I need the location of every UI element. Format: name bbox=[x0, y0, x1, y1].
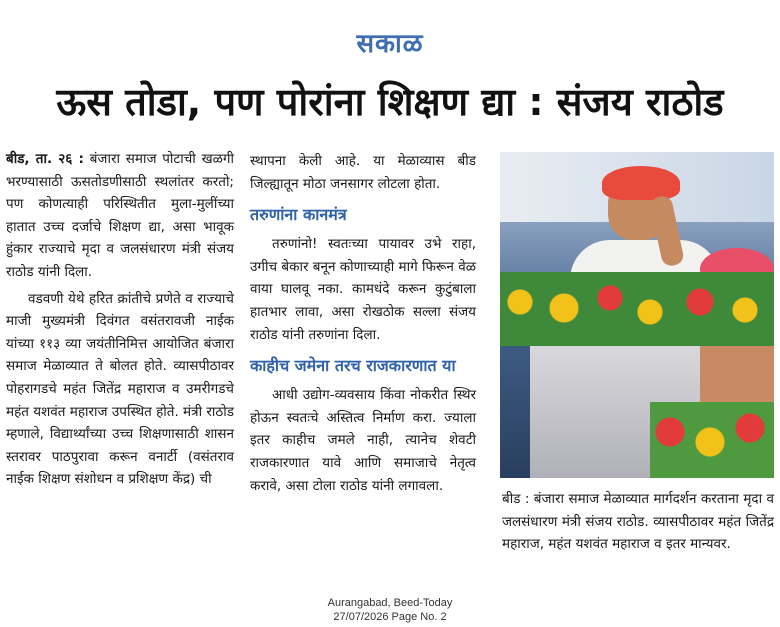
photo-flower-bouquet bbox=[650, 402, 774, 478]
footer-edition: Aurangabad, Beed-Today bbox=[327, 597, 453, 609]
article-column-1 bbox=[6, 148, 234, 495]
paragraph: वडवणी येथे हरित क्रांतीचे प्रणेते व राज्याचे माजी मुख्यमंत्री दिवंगत वसंतरावजी नाईक यांच्या ११३ व्या जयंतीनिमित्त आयोजित बंजारा समाज मेळाव्यात ते बोलत होते. व्यासपीठावर पोहरागडचे महंत जितेंद्र महाराज व उमरीगडचे महंत यशवंत महाराज उपस्थित होते. मंत्री राठोड म्हणाले, विद्यार्थ्यांच्या उच्च शिक्षणासाठी शासन स्तरावर पाठपुरावा करून वनार्टी (वसंतराव नाईक शिक्षण संशोधन व प्रशिक्षण केंद्र) ची bbox=[6, 290, 234, 488]
subheading: तरुणांना कानमंत्र bbox=[250, 205, 347, 225]
page-footer bbox=[0, 596, 780, 624]
photo-speaker-turban bbox=[602, 166, 680, 200]
paragraph: स्थापना केली आहे. या मेळाव्यास बीड जिल्ह्यातून मोठा जनसागर लोटला होता. bbox=[250, 153, 476, 192]
subheading: काहीच जमेना तरच राजकारणात या bbox=[250, 356, 456, 376]
paragraph bbox=[6, 148, 234, 284]
dateline: बीड, ता. २६ : bbox=[6, 151, 84, 167]
article-column-2 bbox=[250, 150, 476, 501]
photo-caption: बीड : बंजारा समाज मेळाव्यात मार्गदर्शन करताना मृदा व जलसंधारण मंत्री संजय राठोड. व्यासपीठावर महंत जितेंद्र महाराज, महंत यशवंत महाराज व इतर मान्यवर. bbox=[502, 491, 774, 553]
paragraph: तरुणांनो! स्वतःच्या पायावर उभे राहा, उगीच बेकार बनून कोणाच्याही मागे फिरून वेळ वाया घालवू नका. कामधंदे करून कुटुंबाला हातभार लावा, असा रोखठोक सल्ला संजय राठोड यांनी तरुणांना दिला. bbox=[250, 236, 476, 343]
paragraph-text: बंजारा समाज पोटाची खळगी भरण्यासाठी ऊसतोडणीसाठी स्थलांतर करतो; पण कोणत्याही परिस्थितीत मुला-मुलींच्या हातात उच्च दर्जाचे शिक्षण द्या, असा भावूक हुंकार राज्याचे मृदा व जलसंधारण मंत्री संजय राठोड यांनी दिला. bbox=[6, 151, 234, 280]
footer-date-page: 27/07/2026 Page No. 2 bbox=[333, 611, 447, 623]
article-headline: ऊस तोडा, पण पोरांना शिक्षण द्या : संजय राठोड bbox=[56, 80, 724, 124]
paragraph: आधी उद्योग-व्यवसाय किंवा नोकरीत स्थिर होऊन स्वतःचे अस्तित्व निर्माण करा. ज्याला इतर काहीच जमले नाही, त्यानेच शेवटी राजकारणात यावे आणि समाजाचे नेतृत्व करावे, असा टोला राठोड यांनी लगावला. bbox=[250, 387, 476, 494]
photo-flower-garland bbox=[500, 272, 774, 346]
masthead-logo: सकाळ bbox=[356, 29, 424, 59]
news-photo bbox=[500, 152, 774, 478]
